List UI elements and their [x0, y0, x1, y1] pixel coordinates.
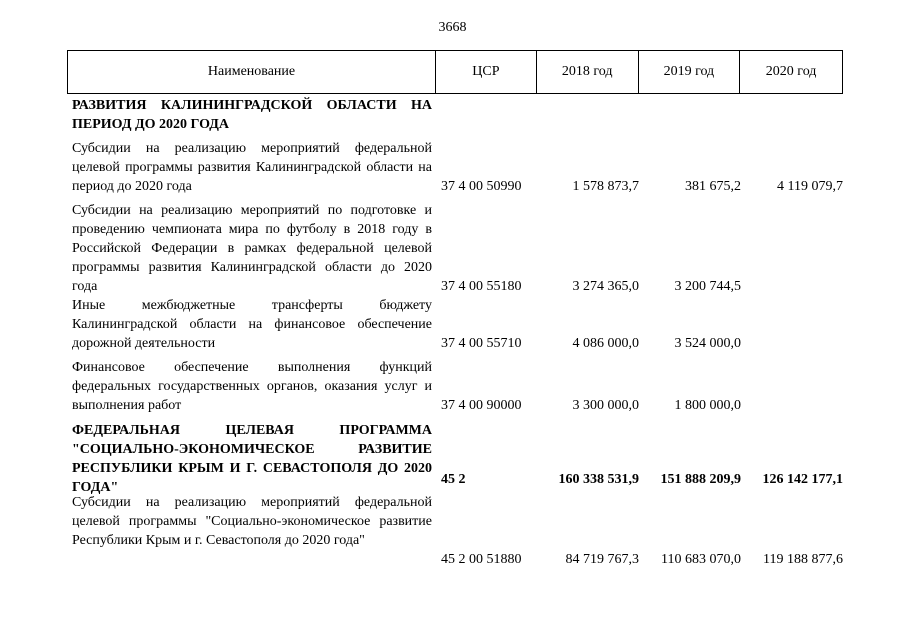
- row-value-2019: 151 888 209,9: [660, 472, 741, 487]
- row-name: Финансовое обеспечение выполнения функций федеральных государственных органов, оказания услуг и выполнения работ: [72, 360, 432, 413]
- row-csr: 37 4 00 55180: [441, 279, 522, 294]
- row-value-2018: 84 719 767,3: [565, 552, 639, 567]
- row-value-2019: 1 800 000,0: [674, 398, 741, 413]
- row-value-2018: 4 086 000,0: [572, 336, 639, 351]
- row-csr: 45 2: [441, 472, 466, 487]
- header-csr: ЦСР: [436, 51, 537, 93]
- table-row: [67, 493, 843, 569]
- row-value-2019: 110 683 070,0: [661, 552, 741, 567]
- header-2020: 2020 год: [765, 64, 817, 79]
- row-name: Иные межбюджетные трансферты бюджету Калининградской области на финансовое обеспечение дорожной деятельности: [72, 298, 432, 351]
- row-value-2020: 119 188 877,6: [763, 552, 843, 567]
- page-number: 3668: [438, 20, 467, 35]
- row-value-2018: 3 300 000,0: [572, 398, 639, 413]
- header-2019: 2019 год: [639, 51, 741, 93]
- header-name: Наименование: [68, 51, 436, 93]
- row-value-2020: 126 142 177,1: [762, 472, 843, 487]
- row-value-2018: 160 338 531,9: [558, 472, 639, 487]
- row-csr: 45 2 00 51880: [441, 552, 522, 567]
- table-row: [67, 296, 843, 353]
- row-csr: 37 4 00 90000: [441, 398, 522, 413]
- row-value-2019: 3 524 000,0: [674, 336, 741, 351]
- header-2018: 2018 год: [537, 51, 639, 93]
- row-csr: 37 4 00 50990: [441, 179, 522, 194]
- table-header: [67, 50, 843, 94]
- table-row: [67, 201, 843, 296]
- row-name: ФЕДЕРАЛЬНАЯ ЦЕЛЕВАЯ ПРОГРАММА "СОЦИАЛЬНО-ЭКОНОМИЧЕСКОЕ РАЗВИТИЕ РЕСПУБЛИКИ КРЫМ И Г. СЕВАСТОПОЛЯ ДО 2020 ГОДА": [72, 423, 432, 495]
- table-row: [67, 358, 843, 415]
- row-name: Субсидии на реализацию мероприятий федеральной целевой программы "Социально-экономическое развитие Республики Крым и г. Севастополя до 2020 года": [72, 495, 432, 548]
- row-value-2018: 3 274 365,0: [572, 279, 639, 294]
- row-name: Субсидии на реализацию мероприятий по подготовке и проведению чемпионата мира по футболу в 2018 году в Российской Федерации в рамках федеральной целевой программы развития Калининградской области до 2020 года: [72, 203, 432, 294]
- row-csr: 37 4 00 55710: [441, 336, 522, 351]
- table-row: [67, 139, 843, 196]
- row-value-2019: 3 200 744,5: [674, 279, 741, 294]
- row-value-2019: 381 675,2: [685, 179, 741, 194]
- row-name: РАЗВИТИЯ КАЛИНИНГРАДСКОЙ ОБЛАСТИ НА ПЕРИОД ДО 2020 ГОДА: [72, 98, 432, 132]
- row-name: Субсидии на реализацию мероприятий федеральной целевой программы развития Калининградской области на период до 2020 года: [72, 141, 432, 194]
- row-value-2020: 4 119 079,7: [777, 179, 843, 194]
- table-row-program: [67, 421, 843, 495]
- row-value-2018: 1 578 873,7: [572, 179, 639, 194]
- table-row-section-heading: [67, 96, 843, 134]
